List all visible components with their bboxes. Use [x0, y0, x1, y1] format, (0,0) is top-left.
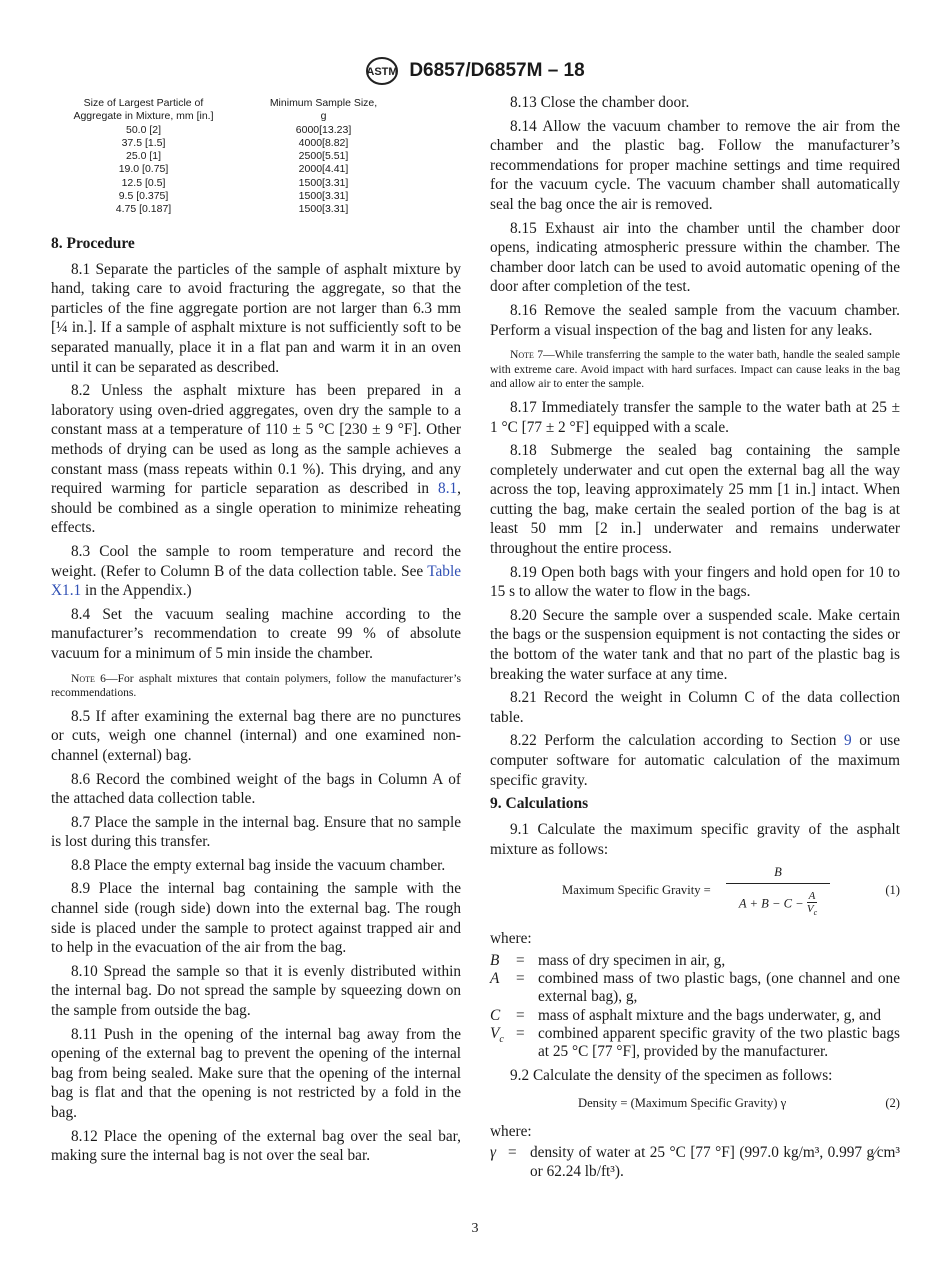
paragraph-text: 8.14 Allow the vacuum chamber to remove the air from the chamber and the plastic bag. Follow the manufacturer’s recommendations for proper machine settings and time required for the vacuum cycle. The vacuum chamber shall automatically seal the bag once the air is removed. [490, 117, 900, 213]
note [490, 348, 900, 392]
where-label: where: [490, 1122, 532, 1140]
paragraph-text: 8.15 Exhaust air into the chamber until the chamber door opens, indicating atmospheric pressure within the chamber. The chamber door latch can be used to avoid automatic opening of the door after completion of the test. [490, 219, 900, 296]
astm-logo-icon [365, 56, 399, 86]
table-row [51, 137, 411, 150]
note-label: Note 7 [510, 348, 544, 362]
table-cell: 1500[3.31] [298, 176, 349, 189]
note-text: —For asphalt mixtures that contain polymers, follow the manufacturer’s recommendations. [51, 671, 461, 700]
table-cell: 4000[8.82] [298, 136, 349, 149]
variable-symbol [490, 1025, 516, 1061]
equals-sign: = [516, 1024, 525, 1042]
table-cell: 50.0 [2] [125, 123, 162, 136]
paragraph [51, 542, 461, 601]
equals-sign: = [516, 970, 525, 988]
paragraph-text: 8.2 Unless the asphalt mixture has been prepared in a laboratory using oven-dried aggregates, oven dry the sample to a constant mass at a temperature of 110 ± 5 °C [230 ± 9 °F]. Other methods of drying can be used as long as the sample achieves a constant mass (mass repeats within 0.1 %). This drying, and any required warming for particle separation as described in [51, 382, 461, 498]
paragraph [51, 962, 461, 1021]
symbol-text: C [490, 1006, 501, 1024]
table-cell: 12.5 [0.5] [121, 176, 166, 189]
column-header: Minimum Sample Size, [269, 97, 378, 109]
paragraph [490, 441, 900, 559]
paragraph [490, 219, 900, 297]
definition-text: mass of asphalt mixture and the bags underwater, g, and [538, 1006, 882, 1024]
paragraph [490, 820, 900, 859]
denominator-text: A + B − C − [738, 896, 804, 911]
equals-sign: = [508, 1144, 517, 1162]
column-header: Aggregate in Mixture, mm [in.] [73, 110, 214, 123]
paragraph-text: 8.5 If after examining the external bag there are no punctures or cuts, weigh one channel (internal) and one examined non-channel (external) bag. [51, 707, 461, 764]
paragraph [490, 398, 900, 437]
paragraph-text: 8.21 Record the weight in Column C of the data collection table. [490, 689, 900, 726]
nested-fraction [807, 890, 817, 919]
table-header-row [51, 110, 411, 123]
variable-symbol [490, 1144, 508, 1180]
definition-text: mass of dry specimen in air, g, [538, 951, 726, 969]
paragraph [490, 606, 900, 684]
equation-1 [490, 865, 900, 919]
paragraph-text: 8.1 Separate the particles of the sample of asphalt mixture by hand, taking care to avoid fracturing the aggregate, so that the particles of the fine aggregate portion are not larger than 6.3 mm [¼ in.]. If a sample of asphalt mixture is not sufficiently soft to be separated manually, place it in a flat pan and warm it in an oven until it can be separated as described. [51, 260, 461, 376]
paragraph [490, 301, 900, 340]
equals-sign: = [516, 951, 525, 969]
equation-denominator [726, 884, 830, 919]
paragraph-text: 8.12 Place the opening of the external bag over the seal bar, making sure the internal bag is not over the seal bar. [51, 1127, 461, 1165]
paragraph-text: 8.11 Push in the opening of the internal bag away from the opening of the external bag to prevent the opening of the internal bag from being sealed. Make sure that the opening of the internal bag is flat and that the opening is not restricted by a fold in the bag. [51, 1025, 461, 1122]
paragraph-text: 8.20 Secure the sample over a suspended scale. Make certain the bags or the suspension equipment is not contacting the sides or the bottom of the water tank and that no part of the plastic bag is breaking the water surface at any time. [490, 606, 900, 683]
table-cell: 6000[13.23] [295, 123, 352, 136]
paragraph-text: 8.22 Perform the calculation according to Section [510, 732, 844, 750]
variable-definition [490, 1025, 900, 1061]
paragraph [51, 856, 461, 876]
table-row [51, 150, 411, 163]
paragraph-text: 8.3 Cool the sample to room temperature and record the weight. (Refer to Column B of the data collection table. See [51, 542, 461, 580]
equation-fraction [726, 865, 830, 919]
variable-symbol [490, 970, 516, 1006]
nested-numerator: A [808, 890, 816, 903]
definition-text: combined apparent specific gravity of the two plastic bags at 25 °C [77 °F], provided by the manufacturer. [538, 1024, 900, 1060]
paragraph-text: 8.7 Place the sample in the internal bag. Ensure that no sample is lost during this transfer. [51, 813, 461, 851]
paragraph [51, 879, 461, 957]
paragraph [51, 770, 461, 809]
paragraph-text: 8.16 Remove the sealed sample from the vacuum chamber. Perform a visual inspection of the bag and listen for any leaks. [490, 301, 900, 339]
equation-number: (2) [885, 1095, 900, 1110]
paragraph-text: 8.6 Record the combined weight of the bags in Column A of the attached data collection table. [51, 770, 461, 808]
cross-reference-link[interactable]: 9 [844, 732, 852, 750]
paragraph-text: 8.13 Close the chamber door. [510, 94, 690, 111]
paragraph-text: 8.17 Immediately transfer the sample to the water bath at 25 ± 1 °C [77 ± 2 °F] equipped with a scale. [490, 398, 900, 436]
table-cell: 2000[4.41] [298, 163, 349, 176]
variable-symbol [490, 952, 516, 970]
table-cell: 1500[3.31] [298, 190, 349, 203]
variable-definition [490, 1007, 900, 1025]
paragraph-text: 8.18 Submerge the sealed bag containing the sample completely underwater and cut open the external bag all the way across the top, leaving approximately 25 mm [1 in.] intact. When cutting the bag, make certain the sealed portion of the bag is at least 50 mm [2 in.] underwater and remains underwater throughout the entire process. [490, 442, 900, 558]
table-cell: 19.0 [0.75] [118, 163, 169, 176]
right-column [490, 93, 900, 1186]
table-row [51, 203, 411, 216]
paragraph-text: 8.10 Spread the sample so that it is evenly distributed within the internal bag. Do not spread the sample by squeezing down on the sample from outside the bag. [51, 962, 461, 1020]
equation-number: (1) [885, 883, 900, 898]
equation-2 [490, 1090, 900, 1116]
paragraph-text: or use computer software for automatic calculation of the maximum specific gravity. [490, 732, 900, 789]
paragraph-text: 9.1 Calculate the maximum specific gravity of the asphalt mixture as follows: [490, 821, 900, 858]
paragraph-text: 8.9 Place the internal bag containing the sample with the channel side (rough side) down into the external bag. The rough side is placed under the sample to protect against trapped air and to help in the evacuation of the air from the bag. [51, 880, 461, 957]
paragraph-text: 8.19 Open both bags with your fingers and hold open for 10 to 15 s to allow the water to flow in the bags. [490, 563, 900, 601]
page-number: 3 [471, 1221, 479, 1236]
paragraph [490, 93, 900, 113]
paragraph [51, 813, 461, 852]
paragraph-text: in the Appendix.) [81, 582, 192, 600]
nested-denominator-symbol: V [806, 903, 814, 916]
document-title: D6857/D6857M – 18 [409, 60, 585, 81]
nested-denominator [807, 903, 817, 919]
cross-reference-link[interactable]: 8.1 [438, 480, 458, 498]
variable-definition [490, 952, 900, 970]
paragraph [51, 381, 461, 538]
table-header-row [51, 97, 411, 110]
variable-definition [490, 1144, 900, 1180]
symbol-text: γ [490, 1144, 497, 1162]
symbol-text: B [490, 951, 500, 969]
table-row [51, 177, 411, 190]
column-header: g [320, 110, 327, 123]
definition-text: density of water at 25 °C [77 °F] (997.0 kg/m³, 0.997 g⁄cm³ or 62.24 lb/ft³). [530, 1144, 900, 1180]
variable-definition [490, 970, 900, 1006]
section-heading: 9. Calculations [490, 795, 589, 813]
sample-size-table [51, 97, 411, 217]
paragraph [51, 605, 461, 664]
note [51, 672, 461, 701]
paragraph [51, 707, 461, 766]
equals-sign: = [516, 1006, 525, 1024]
paragraph [490, 1066, 900, 1086]
subscript: c [813, 908, 818, 918]
paragraph [490, 688, 900, 727]
paragraph-text: 9.2 Calculate the density of the specimen as follows: [510, 1067, 833, 1085]
table-row [51, 124, 411, 137]
where-label: where: [490, 930, 532, 948]
symbol-subscript: c [499, 1033, 504, 1045]
table-cell: 2500[5.51] [298, 150, 349, 163]
symbol-text: A [490, 970, 500, 988]
symbol-text: V [490, 1024, 500, 1042]
table-row [51, 163, 411, 176]
cross-reference-link[interactable]: Table X1.1 [51, 562, 461, 600]
note-label: Note 6 [71, 671, 106, 685]
paragraph-text: , should be combined as a single operation to minimize reheating effects. [51, 480, 461, 537]
equation-numerator: B [726, 865, 830, 884]
table-cell: 1500[3.31] [298, 203, 349, 216]
paragraph [51, 1127, 461, 1166]
variable-symbol [490, 1007, 516, 1025]
paragraph [51, 260, 461, 378]
paragraph-text: 8.4 Set the vacuum sealing machine according to the manufacturer’s recommendation to create 99 % of absolute vacuum for a minimum of 5 min inside the chamber. [51, 605, 461, 662]
equation-lhs: Maximum Specific Gravity = [562, 883, 711, 898]
paragraph [490, 117, 900, 215]
svg-text:ASTM: ASTM [366, 66, 398, 78]
note-text: —While transferring the sample to the water bath, handle the sealed sample with extreme care. Avoid impact with hard surfaces. Impact can cause leaks in the bag and allow air to enter the sample. [490, 348, 900, 391]
equation-text: Density = (Maximum Specific Gravity) γ [578, 1095, 787, 1110]
column-header: Size of Largest Particle of [83, 97, 204, 109]
paragraph [51, 1025, 461, 1123]
paragraph [490, 731, 900, 790]
table-row [51, 190, 411, 203]
section-heading: 8. Procedure [51, 234, 135, 252]
left-column [51, 97, 461, 1170]
paragraph-text: 8.8 Place the empty external bag inside the vacuum chamber. [71, 856, 446, 874]
table-cell: 37.5 [1.5] [121, 136, 166, 149]
table-cell: 25.0 [1] [125, 150, 162, 163]
table-cell: 4.75 [0.187] [115, 203, 172, 216]
paragraph [490, 563, 900, 602]
page-header [0, 56, 950, 86]
definition-text: combined mass of two plastic bags, (one channel and one external bag), g, [538, 970, 900, 1006]
table-cell: 9.5 [0.375] [118, 190, 169, 203]
